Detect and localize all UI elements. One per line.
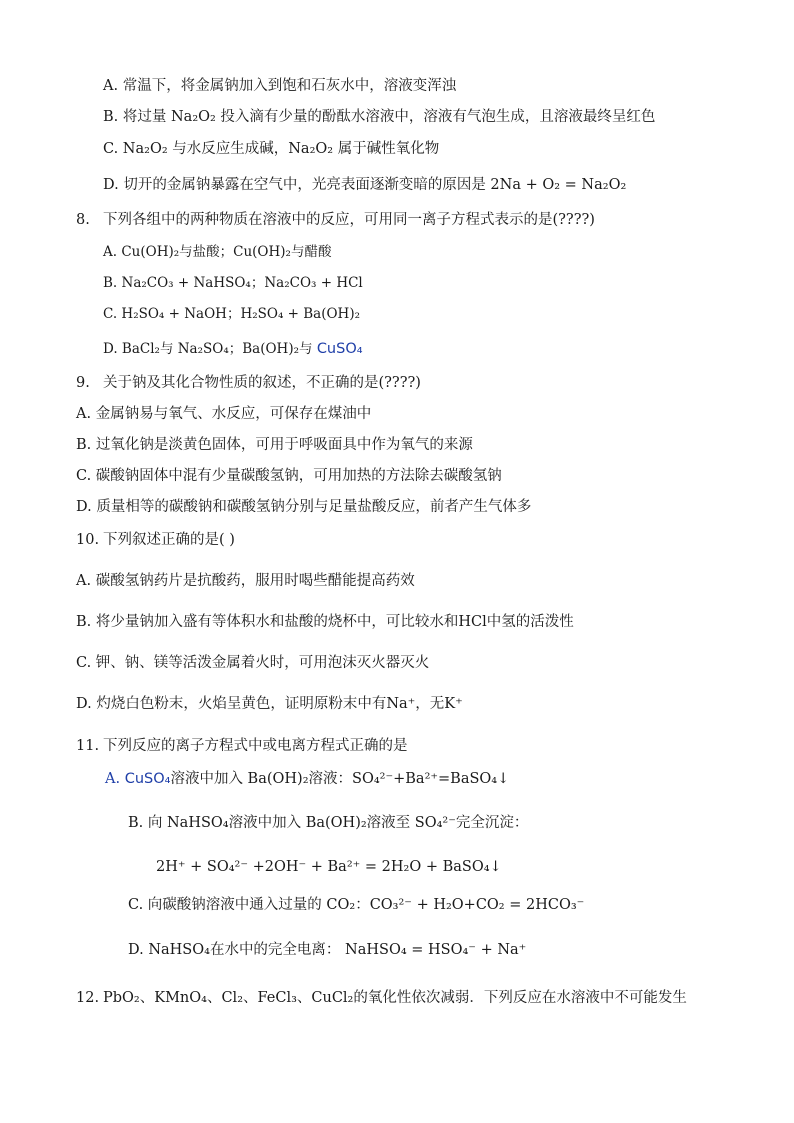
- q10-number: 10.: [76, 532, 100, 548]
- q11-option-b-equation: 2H⁺ + SO₄²⁻ +2OH⁻ + Ba²⁺ = 2H₂O + BaSO₄↓: [156, 859, 502, 875]
- q10-option-b: B. 将少量钠加入盛有等体积水和盐酸的烧杯中，可比较水和HCl中氢的活泼性: [76, 614, 574, 630]
- q8-option-b: B. Na₂CO₃ + NaHSO₄；Na₂CO₃ + HCl: [103, 275, 363, 291]
- q7-option-a: A. 常温下，将金属钠加入到饱和石灰水中，溶液变浑浊: [103, 78, 457, 94]
- q8-option-d-text: D. BaCl₂与 Na₂SO₄；Ba(OH)₂与: [103, 341, 313, 357]
- q9-option-a: A. 金属钠易与氧气、水反应，可保存在煤油中: [76, 406, 372, 422]
- q11-option-d: D. NaHSO₄在水中的完全电离： NaHSO₄ = HSO₄⁻ + Na⁺: [128, 942, 527, 958]
- q8-option-c: C. H₂SO₄ + NaOH；H₂SO₄ + Ba(OH)₂: [103, 306, 361, 322]
- q7-option-b: B. 将过量 Na₂O₂ 投入滴有少量的酚酞水溶液中，溶液有气泡生成，且溶液最终呈红色: [103, 109, 656, 125]
- q11-option-a-formula: CuSO₄: [124, 771, 171, 787]
- q11-option-a: [105, 769, 509, 789]
- q11-number: 11.: [76, 738, 100, 754]
- q8-option-d: [103, 339, 363, 359]
- q12-stem: PbO₂、KMnO₄、Cl₂、FeCl₃、CuCl₂的氧化性依次减弱．下列反应在水溶液中不可能发生: [103, 990, 687, 1006]
- q9-stem: 关于钠及其化合物性质的叙述，不正确的是(????): [103, 375, 421, 391]
- q10-stem: 下列叙述正确的是( ): [103, 532, 235, 548]
- q10-option-d: D. 灼烧白色粉末，火焰呈黄色，证明原粉末中有Na⁺，无K⁺: [76, 696, 463, 712]
- q8-number: 8.: [76, 212, 90, 228]
- q8-option-a: A. Cu(OH)₂与盐酸；Cu(OH)₂与醋酸: [103, 244, 332, 260]
- q9-number: 9.: [76, 375, 90, 391]
- q11-option-a-text: 溶液中加入 Ba(OH)₂溶液：SO₄²⁻+Ba²⁺=BaSO₄↓: [170, 771, 510, 787]
- q11-stem: 下列反应的离子方程式中或电离方程式正确的是: [103, 738, 408, 754]
- q7-option-d: D. 切开的金属钠暴露在空气中，光亮表面逐渐变暗的原因是 2Na + O₂ = Na₂O₂: [103, 177, 627, 193]
- q7-option-c: C. Na₂O₂ 与水反应生成碱，Na₂O₂ 属于碱性氧化物: [103, 141, 440, 157]
- q9-option-c: C. 碳酸钠固体中混有少量碳酸氢钠，可用加热的方法除去碳酸氢钠: [76, 468, 502, 484]
- q8-stem: 下列各组中的两种物质在溶液中的反应，可用同一离子方程式表示的是(????): [103, 212, 595, 228]
- q10-option-a: A. 碳酸氢钠药片是抗酸药，服用时喝些醋能提高药效: [76, 573, 415, 589]
- q11-option-c: C. 向碳酸钠溶液中通入过量的 CO₂：CO₃²⁻ + H₂O+CO₂ = 2HCO₃⁻: [128, 897, 585, 913]
- q10-option-c: C. 钾、钠、镁等活泼金属着火时，可用泡沫灭火器灭火: [76, 655, 430, 671]
- q11-option-b: B. 向 NaHSO₄溶液中加入 Ba(OH)₂溶液至 SO₄²⁻完全沉淀：: [128, 815, 529, 831]
- q8-option-d-formula: CuSO₄: [316, 341, 363, 357]
- q9-option-d: D. 质量相等的碳酸钠和碳酸氢钠分别与足量盐酸反应，前者产生气体多: [76, 499, 532, 515]
- q11-option-a-label: A.: [105, 771, 121, 787]
- q12-number: 12.: [76, 990, 100, 1006]
- q9-option-b: B. 过氧化钠是淡黄色固体，可用于呼吸面具中作为氧气的来源: [76, 437, 473, 453]
